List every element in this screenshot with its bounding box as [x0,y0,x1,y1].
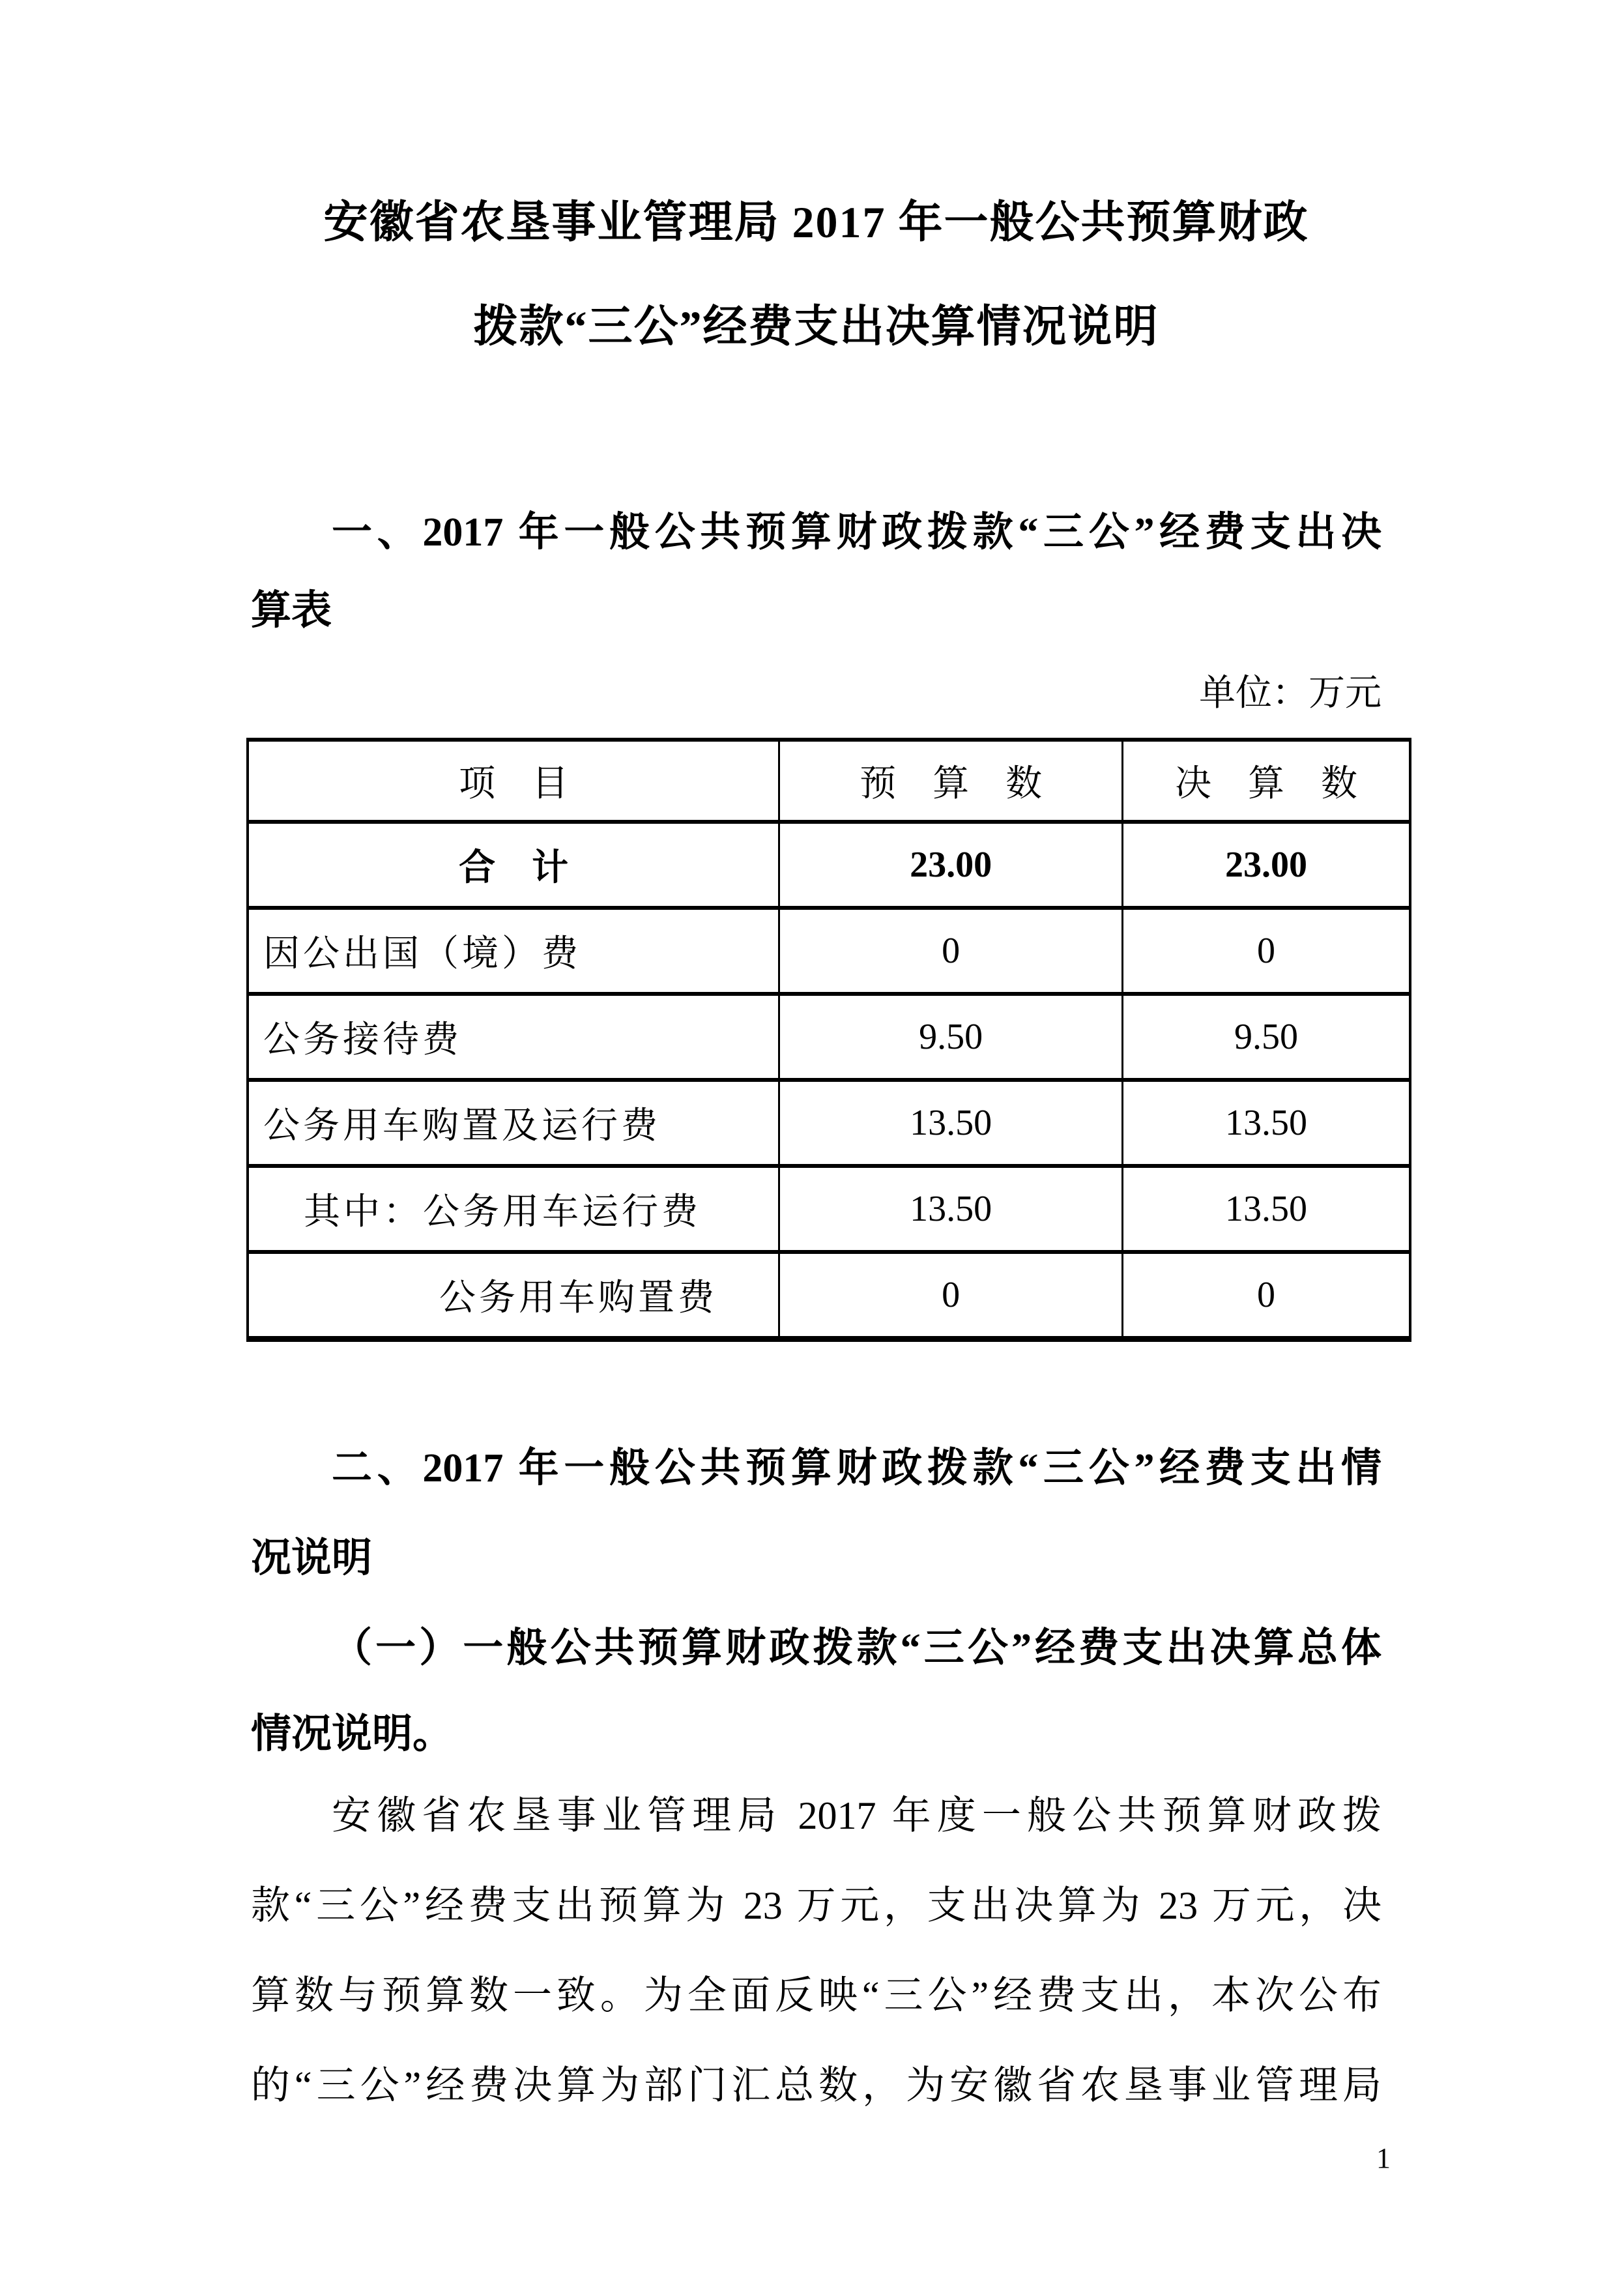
table-row-vehicle-operation [249,1164,1409,1250]
final-value: 23.00 [1225,845,1308,885]
col-header-budget: 预 算 数 [780,742,1123,820]
table-row-vehicle-purchase [249,1250,1409,1336]
table-header-row [249,742,1409,820]
paragraph-line: 的“三公”经费决算为部门汇总数，为安徽省农垦事业管理局 [251,2064,1381,2107]
final-value: 13.50 [1225,1103,1308,1143]
paragraph-line: 款“三公”经费支出预算为 23 万元，支出决算为 23 万元，决 [251,1884,1381,1927]
section2-heading-line2: 况说明 [251,1536,373,1580]
paragraph-line: 算数与预算数一致。为全面反映“三公”经费支出，本次公布 [251,1974,1381,2017]
row-label: 公务接待费 [249,996,780,1078]
budget-value: 0 [780,910,1123,992]
subsection1-heading-line1: （一）一般公共预算财政拨款“三公”经费支出决算总体 [332,1626,1381,1670]
document-title-line2: 拨款“三公”经费支出决算情况说明 [473,302,1159,351]
table-row-vehicle-total [249,1078,1409,1164]
col-header-item: 项 目 [249,742,780,820]
row-label: 公务用车购置费 [249,1254,780,1336]
subsection1-heading-line2: 情况说明。 [251,1712,454,1756]
budget-value: 13.50 [780,1168,1123,1250]
budget-value: 9.50 [780,996,1123,1078]
row-label: 因公出国（境）费 [249,910,780,992]
unit-note: 单位：万元 [1199,673,1381,714]
final-value: 0 [1257,1275,1276,1315]
table-row-total [249,820,1409,906]
budget-value: 23.00 [780,824,1123,906]
section1-heading-line1: 一、2017 年一般公共预算财政拨款“三公”经费支出决 [332,510,1381,555]
budget-value: 13.50 [780,1082,1123,1164]
section2-heading-line1: 二、2017 年一般公共预算财政拨款“三公”经费支出情 [332,1446,1381,1490]
row-label: 公务用车购置及运行费 [249,1082,780,1164]
page-number: 1 [1376,2142,1391,2174]
row-label: 合 计 [249,824,780,906]
final-value: 13.50 [1225,1189,1308,1229]
final-value: 9.50 [1234,1017,1299,1057]
final-value: 0 [1257,931,1276,971]
paragraph-line: 安徽省农垦事业管理局 2017 年度一般公共预算财政拨 [332,1794,1381,1837]
table-row-abroad [249,906,1409,992]
col-header-final: 决 算 数 [1175,764,1358,804]
row-label: 其中：公务用车运行费 [249,1168,780,1250]
table-row-reception [249,992,1409,1078]
document-title-line1: 安徽省农垦事业管理局 2017 年一般公共预算财政 [323,197,1309,247]
three-public-expense-table [246,738,1411,1342]
budget-value: 0 [780,1254,1123,1336]
section1-heading-line2: 算表 [251,589,332,633]
